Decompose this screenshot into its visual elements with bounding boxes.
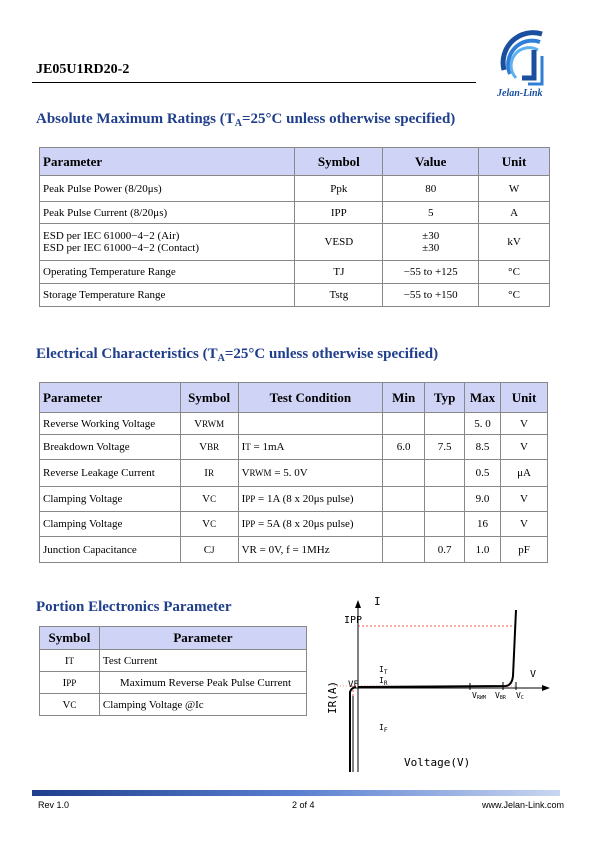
param-cell: Maximum Reverse Peak Pulse Current: [99, 672, 306, 694]
value-cell: −55 to +125: [383, 261, 479, 284]
condition-cell: IPP = 1A (8 x 20μs pulse): [238, 487, 383, 512]
symbol-cell: VRWM: [180, 413, 238, 435]
vc-label: VC: [516, 691, 524, 701]
unit-cell: μA: [501, 460, 548, 487]
it-label: $I_T$: [379, 665, 388, 676]
unit-cell: V: [501, 512, 548, 537]
elec-char-table: [39, 382, 548, 563]
typ-cell: [425, 413, 465, 435]
param-cell: Clamping Voltage: [40, 487, 181, 512]
param-cell: Storage Temperature Range: [40, 284, 295, 307]
symbol-cell: VC: [40, 694, 100, 716]
iv-curve-diagram: [320, 596, 560, 776]
symbol-cell: IPP: [295, 202, 383, 224]
table-row: [40, 261, 550, 284]
min-cell: [383, 413, 425, 435]
table-row: [40, 512, 548, 537]
table-row: [40, 176, 550, 202]
typ-cell: [425, 487, 465, 512]
typ-cell: 0.7: [425, 537, 465, 563]
header-typ: Typ: [425, 383, 465, 413]
param-cell: Clamping Voltage: [40, 512, 181, 537]
axis-v-label: V: [530, 669, 537, 680]
param-cell: Reverse Leakage Current: [40, 460, 181, 487]
typ-cell: 7.5: [425, 435, 465, 460]
table-row: [40, 672, 307, 694]
header-unit: Unit: [501, 383, 548, 413]
part-number: JE05U1RD20-2: [36, 62, 130, 77]
logo-text: Jelan-Link: [497, 88, 543, 99]
header-unit: Unit: [479, 148, 550, 176]
min-cell: [383, 487, 425, 512]
max-cell: 8.5: [465, 435, 501, 460]
value-cell: 5: [383, 202, 479, 224]
max-cell: 9.0: [465, 487, 501, 512]
param-cell: Junction Capacitance: [40, 537, 181, 563]
unit-cell: kV: [479, 224, 550, 261]
symbol-cell: TJ: [295, 261, 383, 284]
condition-cell: IT = 1mA: [238, 435, 383, 460]
symbol-cell: CJ: [180, 537, 238, 563]
header-parameter: Parameter: [40, 148, 295, 176]
min-cell: [383, 537, 425, 563]
abs-max-title: Absolute Maximum Ratings ($T_A=25^\circ C$ unless otherwise specified): [36, 111, 456, 129]
header-min: Min: [383, 383, 425, 413]
param-cell: Breakdown Voltage: [40, 435, 181, 460]
symbol-cell: VBR: [180, 435, 238, 460]
footer-page: 2 of 4: [292, 800, 315, 810]
symbol-cell: VC: [180, 512, 238, 537]
unit-cell: V: [501, 487, 548, 512]
param-cell: Clamping Voltage @Ic: [99, 694, 306, 716]
table-row: [40, 650, 307, 672]
symbol-cell: Tstg: [295, 284, 383, 307]
unit-cell: °C: [479, 261, 550, 284]
y-axis-arrow: [355, 600, 361, 608]
table-row: [40, 435, 548, 460]
max-cell: 0.5: [465, 460, 501, 487]
symbol-cell: IT: [40, 650, 100, 672]
header-test-condition: Test Condition: [238, 383, 383, 413]
param-cell: Test Current: [99, 650, 306, 672]
unit-cell: pF: [501, 537, 548, 563]
param-cell: Operating Temperature Range: [40, 261, 295, 284]
param-cell: Peak Pulse Current (8/20μs): [40, 202, 295, 224]
table-row: [40, 413, 548, 435]
abs-max-table: [39, 147, 550, 307]
table-header-row: [40, 383, 548, 413]
max-cell: 1.0: [465, 537, 501, 563]
symbol-cell: IR: [180, 460, 238, 487]
symbol-cell: Ppk: [295, 176, 383, 202]
typ-cell: [425, 512, 465, 537]
table-row: [40, 202, 550, 224]
table-row: [40, 460, 548, 487]
table-row: [40, 224, 550, 261]
symbol-cell: IPP: [40, 672, 100, 694]
vbr-label: VBR: [495, 691, 506, 701]
min-cell: [383, 512, 425, 537]
footer-rev: Rev 1.0: [38, 800, 70, 810]
if-label: $I_F$: [379, 723, 388, 734]
elec-title: Electrical Characteristics ($T_A=25^\circ C$ unless otherwise specified): [36, 346, 439, 364]
symbol-cell: VESD: [295, 224, 383, 261]
max-cell: 16: [465, 512, 501, 537]
vf-label: VF: [348, 680, 359, 690]
max-cell: 5. 0: [465, 413, 501, 435]
header-value: Value: [383, 148, 479, 176]
header-symbol: Symbol: [40, 627, 100, 650]
value-cell: −55 to +150: [383, 284, 479, 307]
table-header-row: [40, 148, 550, 176]
x-axis-title: Voltage(V): [404, 756, 471, 769]
condition-cell: VR = 0V, f = 1MHz: [238, 537, 383, 563]
value-cell: 80: [383, 176, 479, 202]
unit-cell: V: [501, 413, 548, 435]
ipp-label: IPP: [344, 615, 363, 626]
table-row: [40, 537, 548, 563]
param-cell: Reverse Working Voltage: [40, 413, 181, 435]
header-symbol: Symbol: [180, 383, 238, 413]
header-parameter: Parameter: [99, 627, 306, 650]
vrwm-label: VRWM: [472, 691, 486, 701]
footer-url: www.Jelan-Link.com: [482, 800, 565, 810]
ir-label: $I_R$: [379, 676, 388, 687]
header-max: Max: [465, 383, 501, 413]
condition-cell: VRWM = 5. 0V: [238, 460, 383, 487]
header-symbol: Symbol: [295, 148, 383, 176]
min-cell: [383, 460, 425, 487]
unit-cell: A: [479, 202, 550, 224]
table-header-row: [40, 627, 307, 650]
param-cell: Peak Pulse Power (8/20μs): [40, 176, 295, 202]
table-row: [40, 694, 307, 716]
footer-bar: [32, 790, 560, 796]
typ-cell: [425, 460, 465, 487]
param-cell: ESD per IEC 61000−4−2 (Air) ESD per IEC 61000−4−2 (Contact): [40, 224, 295, 261]
y-axis-title: IR(A): [326, 680, 339, 714]
unit-cell: °C: [479, 284, 550, 307]
condition-cell: [238, 413, 383, 435]
value-cell: ±30 ±30: [383, 224, 479, 261]
axis-i-label: I: [374, 596, 381, 608]
header-rule: [32, 82, 476, 83]
portion-table: [39, 626, 307, 716]
condition-cell: IPP = 5A (8 x 20μs pulse): [238, 512, 383, 537]
x-axis-arrow: [542, 685, 550, 691]
table-row: [40, 487, 548, 512]
header-parameter: Parameter: [40, 383, 181, 413]
symbol-cell: VC: [180, 487, 238, 512]
min-cell: 6.0: [383, 435, 425, 460]
table-row: [40, 284, 550, 307]
unit-cell: V: [501, 435, 548, 460]
portion-title: Portion Electronics Parameter: [36, 599, 232, 615]
unit-cell: W: [479, 176, 550, 202]
